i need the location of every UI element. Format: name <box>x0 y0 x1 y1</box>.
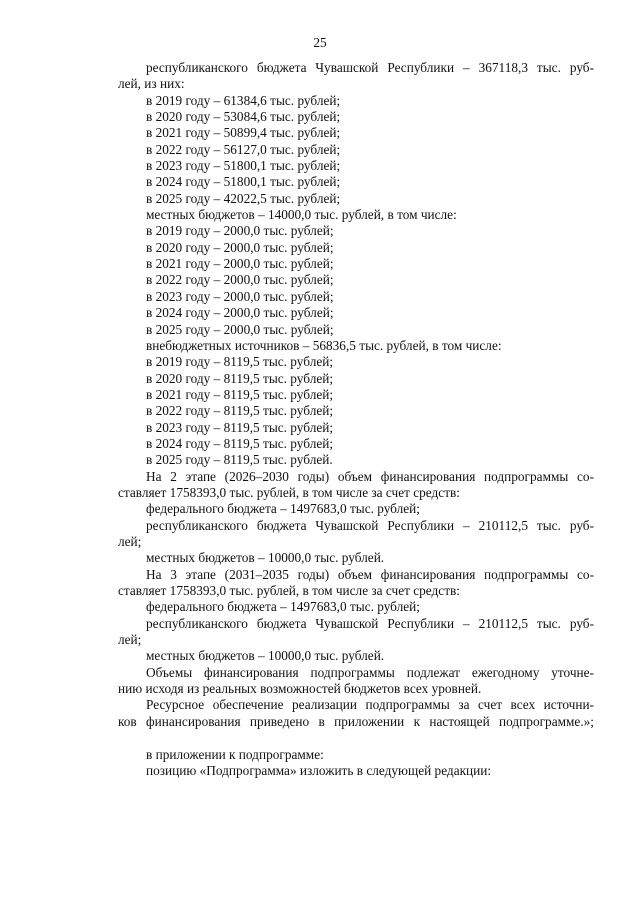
text-line: в 2019 году – 61384,6 тыс. рублей; <box>146 92 341 108</box>
text-line: На 2 этапе (2026–2030 годы) объем финансирования подпрограммы со- <box>146 468 594 484</box>
text-line: в 2023 году – 51800,1 тыс. рублей; <box>146 158 341 174</box>
text-line: в 2020 году – 8119,5 тыс. рублей; <box>146 370 334 386</box>
text-line: ставляет 1758393,0 тыс. рублей, в том числе за счет средств: <box>118 583 460 598</box>
text-line: в 2025 году – 8119,5 тыс. рублей. <box>146 452 333 468</box>
text-line: внебюджетных источников – 56836,5 тыс. рублей, в том числе: <box>146 337 502 353</box>
text-line: лей, из них: <box>118 76 185 92</box>
text-line: в 2025 году – 2000,0 тыс. рублей; <box>146 321 334 337</box>
text-line: лей; <box>118 632 142 648</box>
text-line: в 2023 году – 8119,5 тыс. рублей; <box>146 419 334 435</box>
text-line: в 2022 году – 2000,0 тыс. рублей; <box>146 272 334 288</box>
text-line: нию исходя из реальных возможностей бюджетов всех уровней. <box>118 681 482 697</box>
text-line: На 3 этапе (2031–2035 годы) объем финансирования подпрограммы со- <box>146 566 594 582</box>
document-body <box>118 60 594 780</box>
text-line: в 2025 году – 42022,5 тыс. рублей; <box>146 190 341 206</box>
text-line: местных бюджетов – 14000,0 тыс. рублей, в том числе: <box>146 207 457 223</box>
text-line: республиканского бюджета Чувашской Республики – 210112,5 тыс. руб- <box>146 517 594 533</box>
text-line: позицию «Подпрограмма» изложить в следующей редакции: <box>146 763 492 779</box>
text-line: в 2019 году – 2000,0 тыс. рублей; <box>146 223 334 239</box>
paragraph-gap <box>118 730 594 747</box>
text-line: федерального бюджета – 1497683,0 тыс. рублей; <box>146 501 420 517</box>
text-line: Объемы финансирования подпрограммы подлежат ежегодному уточне- <box>146 664 594 680</box>
text-line: в 2021 году – 50899,4 тыс. рублей; <box>146 125 341 141</box>
text-line: в 2019 году – 8119,5 тыс. рублей; <box>146 354 334 370</box>
text-line: в 2024 году – 8119,5 тыс. рублей; <box>146 435 334 451</box>
text-line: в 2021 году – 8119,5 тыс. рублей; <box>146 386 334 402</box>
text-line: республиканского бюджета Чувашской Республики – 210112,5 тыс. руб- <box>146 615 594 631</box>
text-line: в 2024 году – 2000,0 тыс. рублей; <box>146 305 334 321</box>
text-line: в 2022 году – 56127,0 тыс. рублей; <box>146 141 341 157</box>
text-line: лей; <box>118 533 142 549</box>
text-line: местных бюджетов – 10000,0 тыс. рублей. <box>146 550 385 566</box>
page-number: 25 <box>313 35 327 50</box>
text-line: Ресурсное обеспечение реализации подпрограммы за счет всех источни- <box>146 697 594 713</box>
text-line: в 2020 году – 53084,6 тыс. рублей; <box>146 109 341 125</box>
text-line: местных бюджетов – 10000,0 тыс. рублей. <box>146 648 385 664</box>
text-line: в приложении к подпрограмме: <box>146 747 324 763</box>
text-line: ставляет 1758393,0 тыс. рублей, в том числе за счет средств: <box>118 484 460 500</box>
text-line: федерального бюджета – 1497683,0 тыс. рублей; <box>146 599 420 615</box>
text-line: республиканского бюджета Чувашской Республики – 367118,3 тыс. руб- <box>146 60 594 75</box>
text-line: в 2023 году – 2000,0 тыс. рублей; <box>146 288 334 304</box>
text-line: в 2020 году – 2000,0 тыс. рублей; <box>146 239 334 255</box>
text-line: в 2021 году – 2000,0 тыс. рублей; <box>146 256 334 272</box>
text-line: ков финансирования приведено в приложении к настоящей подпрограмме.»; <box>118 713 594 729</box>
text-line: в 2022 году – 8119,5 тыс. рублей; <box>146 403 334 419</box>
text-line: в 2024 году – 51800,1 тыс. рублей; <box>146 174 341 190</box>
